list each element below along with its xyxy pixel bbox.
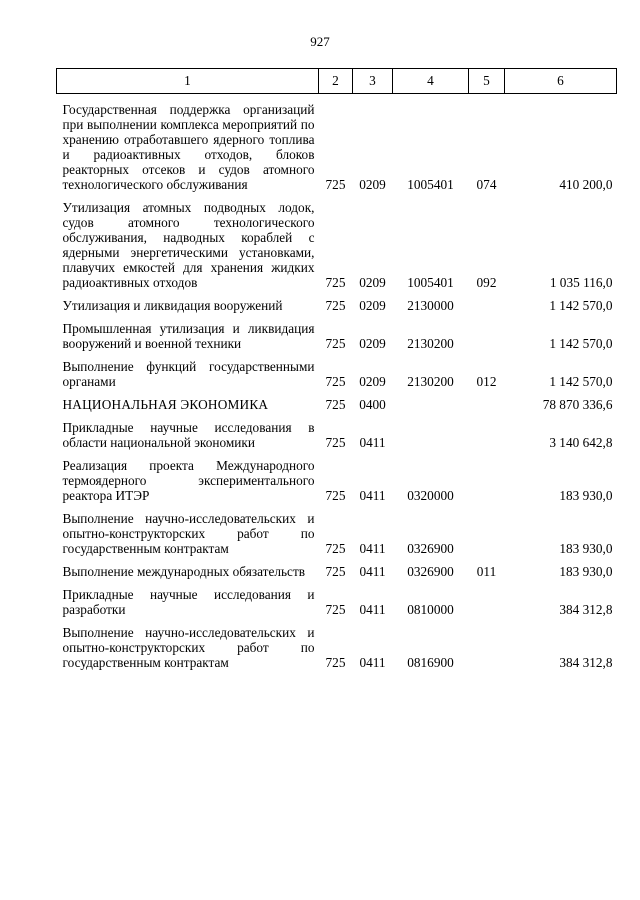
row-amount: 183 930,0 [559, 488, 613, 503]
row-expense-type: 074 [476, 177, 497, 192]
table-header [57, 69, 617, 94]
row-expense-type [469, 321, 505, 351]
row-ministry-code: 725 [325, 275, 346, 290]
row-amount: 384 312,8 [559, 655, 613, 670]
row-ministry-code: 725 [325, 177, 346, 192]
row-ministry-code: 725 [325, 602, 346, 617]
row-ministry-code: 725 [325, 374, 346, 389]
row-target-code: 1005401 [407, 177, 454, 192]
row-name: НАЦИОНАЛЬНАЯ ЭКОНОМИКА [62, 397, 269, 412]
row-expense-type [469, 511, 505, 556]
row-target-code: 1005401 [407, 275, 454, 290]
row-section-code: 0411 [359, 541, 386, 556]
row-target-code: 0320000 [407, 488, 454, 503]
row-section-code: 0209 [359, 298, 386, 313]
row-expense-type [469, 420, 505, 450]
row-section-code: 0411 [359, 602, 386, 617]
row-amount: 183 930,0 [559, 541, 613, 556]
section-row [57, 397, 617, 412]
table-row [57, 200, 617, 290]
row-section-code: 0209 [359, 336, 386, 351]
row-ministry-code: 725 [325, 541, 346, 556]
header-col-4: 4 [393, 69, 469, 94]
row-section-code: 0411 [359, 564, 386, 579]
row-target-code [393, 420, 469, 450]
table-row [57, 458, 617, 503]
header-col-6: 6 [505, 69, 617, 94]
row-expense-type: 011 [476, 564, 497, 579]
row-amount: 1 142 570,0 [549, 298, 613, 313]
row-amount: 410 200,0 [559, 177, 613, 192]
row-name: Выполнение научно-исследовательских и опытно-конструкторских работ по государственным контрактам [62, 625, 315, 670]
row-expense-type: 092 [476, 275, 497, 290]
row-name: Утилизация и ликвидация вооружений [62, 298, 283, 313]
row-target-code: 2130200 [407, 336, 454, 351]
header-row [57, 69, 617, 94]
row-amount: 384 312,8 [559, 602, 613, 617]
row-name: Выполнение научно-исследовательских и опытно-конструкторских работ по государственным контрактам [62, 511, 315, 556]
row-name: Промышленная утилизация и ликвидация вооружений и военной техники [62, 321, 315, 351]
row-name: Утилизация атомных подводных лодок, судов атомного технологического обслуживания, надводных кораблей с ядерными энергетическими установками, плавучих емкостей для хранения жидких радиоактивных отходов [62, 200, 315, 290]
header-col-1: 1 [57, 69, 319, 94]
row-target-code: 0326900 [407, 541, 454, 556]
header-col-3: 3 [353, 69, 393, 94]
row-expense-type [469, 625, 505, 670]
row-section-code: 0209 [359, 275, 386, 290]
row-ministry-code: 725 [325, 488, 346, 503]
table-body [57, 94, 617, 671]
row-section-code: 0411 [359, 435, 386, 450]
row-name: Выполнение международных обязательств [62, 564, 306, 579]
row-ministry-code: 725 [325, 298, 346, 313]
row-amount: 1 142 570,0 [549, 336, 613, 351]
table-row [57, 420, 617, 450]
row-name: Реализация проекта Международного термоядерного экспериментального реактора ИТЭР [62, 458, 315, 503]
row-section-code: 0209 [359, 374, 386, 389]
row-amount: 183 930,0 [559, 564, 613, 579]
row-name: Государственная поддержка организаций при выполнении комплекса мероприятий по хранению отработавшего ядерного топлива и радиоактивных отходов, блоков реакторных отсеков и судов атомного технологического обслуживания [62, 102, 315, 192]
row-target-code: 2130200 [407, 374, 454, 389]
table-row [57, 321, 617, 351]
table-row [57, 564, 617, 579]
row-ministry-code: 725 [325, 435, 346, 450]
table-row [57, 298, 617, 313]
table-row [57, 511, 617, 556]
table-row [57, 359, 617, 389]
row-ministry-code: 725 [325, 564, 346, 579]
header-col-2: 2 [319, 69, 353, 94]
table-row [57, 102, 617, 192]
row-section-code: 0411 [359, 488, 386, 503]
row-name: Выполнение функций государственными органами [62, 359, 315, 389]
row-target-code: 0326900 [407, 564, 454, 579]
row-section-code: 0411 [359, 655, 386, 670]
row-name: Прикладные научные исследования и разработки [62, 587, 315, 617]
row-expense-type [469, 397, 505, 412]
row-expense-type [469, 587, 505, 617]
row-amount: 3 140 642,8 [549, 435, 613, 450]
row-name: Прикладные научные исследования в области национальной экономики [62, 420, 315, 450]
page-number: 927 [310, 34, 330, 49]
row-expense-type [469, 298, 505, 313]
row-section-code: 0209 [359, 177, 386, 192]
row-ministry-code: 725 [325, 655, 346, 670]
row-section-code: 0400 [359, 397, 386, 412]
header-col-5: 5 [469, 69, 505, 94]
row-amount: 78 870 336,6 [542, 397, 613, 412]
row-amount: 1 142 570,0 [549, 374, 613, 389]
row-expense-type: 012 [476, 374, 497, 389]
row-expense-type [469, 458, 505, 503]
budget-table [56, 68, 617, 670]
row-target-code: 0810000 [407, 602, 454, 617]
row-target-code: 0816900 [407, 655, 454, 670]
table-row [57, 625, 617, 670]
row-target-code [393, 397, 469, 412]
row-amount: 1 035 116,0 [549, 275, 613, 290]
row-ministry-code: 725 [325, 336, 346, 351]
row-ministry-code: 725 [325, 397, 346, 412]
row-target-code: 2130000 [407, 298, 454, 313]
table-row [57, 587, 617, 617]
